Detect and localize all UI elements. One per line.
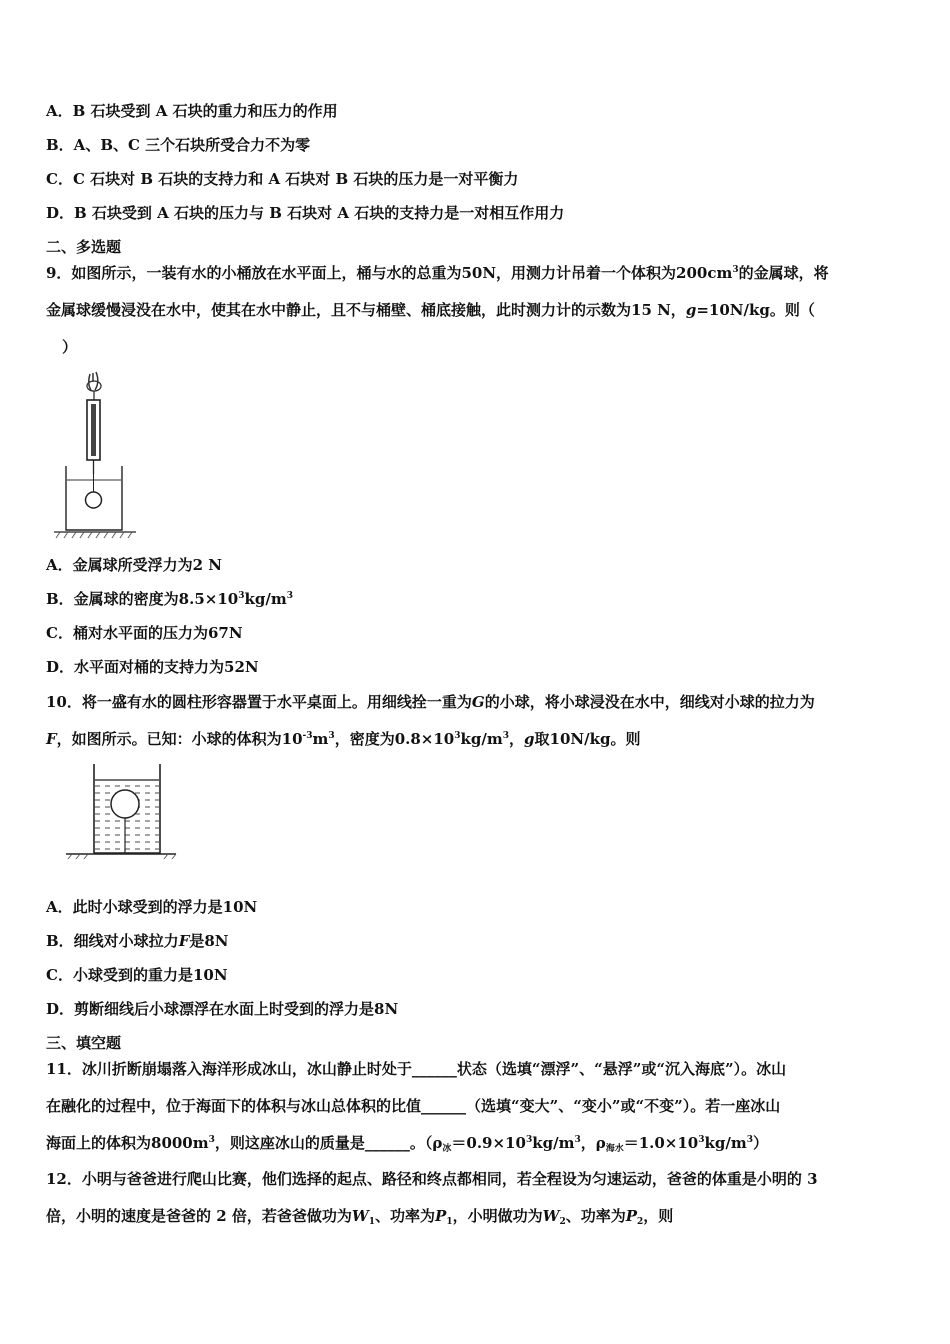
q10-figure-ball-in-water xyxy=(64,762,180,862)
q11-line2: 在融化的过程中，位于海面下的体积与冰山总体积的比值______（选填“变大”、“变小”或“不变”）。若一座冰山 xyxy=(46,1097,781,1115)
q12-line1: 12．小明与爸爸进行爬山比赛，他们选择的起点、路径和终点都相同，若全程设为匀速运动，爸爸的体重是小明的 3 xyxy=(46,1170,818,1188)
q10-option-b: B．细线对小球拉力F是8N xyxy=(46,932,229,950)
q9-stem-line2: 金属球缓慢浸没在水中，使其在水中静止，且不与桶壁、桶底接触，此时测力计的示数为15 N，g=10N/kg。则（ xyxy=(46,301,815,319)
q8-option-b: B．A、B、C 三个石块所受合力不为零 xyxy=(46,136,311,154)
q9-stem-line3: ） xyxy=(62,338,78,356)
q9-stem-line1: 9．如图所示，一装有水的小桶放在水平面上，桶与水的总重为50N，用测力计吊着一个体积为$200cm^3$的金属球，将 xyxy=(46,264,829,282)
section-heading-fill-in: 三、填空题 xyxy=(46,1034,122,1052)
section-heading-multi-choice: 二、多选题 xyxy=(46,238,122,256)
q10-option-a: A．此时小球受到的浮力是10N xyxy=(46,898,258,916)
q9-option-b: B．金属球的密度为$8.5\times 10^3kg/m^3$ xyxy=(46,590,293,608)
q9-figure-spring-scale-beaker xyxy=(50,370,140,540)
q10-stem-line2: F，如图所示。已知：小球的体积为$10^{-3}m^3$，密度为$0.8\times 10^3kg/m^3$，g取10N/kg。则 xyxy=(46,730,641,748)
q8-option-c: C．C 石块对 B 石块的支持力和 A 石块对 B 石块的压力是一对平衡力 xyxy=(46,170,519,188)
q8-option-d: D．B 石块受到 A 石块的压力与 B 石块对 A 石块的支持力是一对相互作用力 xyxy=(46,204,565,222)
q11-line1: 11．冰川折断崩塌落入海洋形成冰山，冰山静止时处于______状态（选填“漂浮”、“悬浮”或“沉入海底”）。冰山 xyxy=(46,1060,787,1078)
q9-option-d: D．水平面对桶的支持力为52N xyxy=(46,658,259,676)
q10-stem-line1: 10．将一盛有水的圆柱形容器置于水平桌面上。用细线拴一重为G的小球，将小球浸没在水中，细线对小球的拉力为 xyxy=(46,693,815,711)
q9-option-c: C．桶对水平面的压力为67N xyxy=(46,624,243,642)
q8-option-a: A．B 石块受到 A 石块的重力和压力的作用 xyxy=(46,102,338,120)
q10-option-c: C．小球受到的重力是10N xyxy=(46,966,228,984)
q10-option-d: D．剪断细线后小球漂浮在水面上时受到的浮力是8N xyxy=(46,1000,399,1018)
q12-line2: 倍，小明的速度是爸爸的 2 倍，若爸爸做功为$W_1$、功率为$P_1$，小明做功为$W_2$、功率为$P_2$，则 xyxy=(46,1207,674,1227)
q11-line3: 海面上的体积为$8000m^3$，则这座冰山的质量是______。（$\rho_冰=0.9\times 10^3kg/m^3$，$\rho_{海水}=1.0\times 10^3kg/m^3$） xyxy=(46,1134,769,1154)
q9-option-a: A．金属球所受浮力为2 N xyxy=(46,556,223,574)
